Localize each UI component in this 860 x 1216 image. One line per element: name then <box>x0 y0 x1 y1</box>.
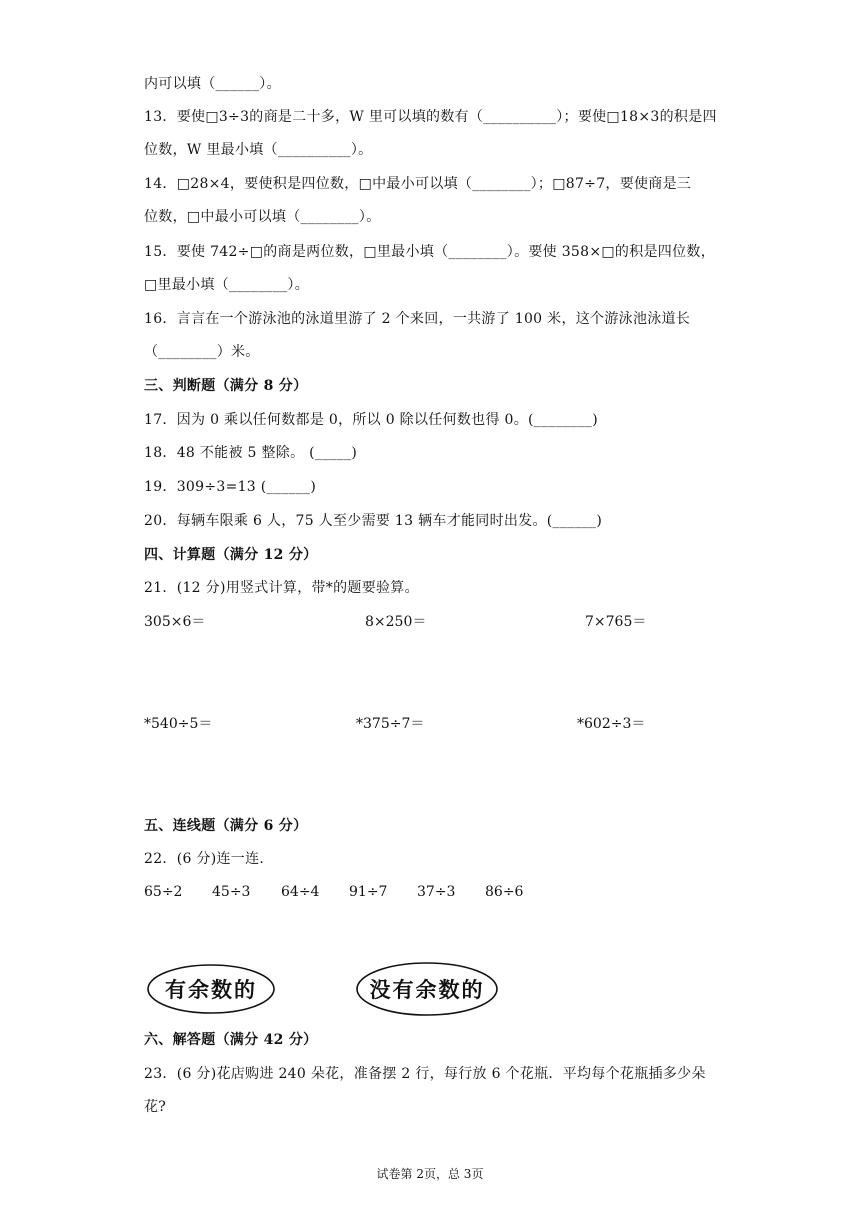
question-17: 17．因为 0 乘以任何数都是 0，所以 0 除以任何数也得 0。(________) <box>144 412 598 428</box>
question-13-line-1: 13．要使□3÷3的商是二十多，W 里可以填的数有（__________）；要使□18×3的积是四 <box>144 109 717 125</box>
question-16-line-1: 16．言言在一个游泳池的泳道里游了 2 个来回，一共游了 100 米，这个游泳池泳道长 <box>144 311 691 327</box>
oval-label: 没有余数的 <box>369 978 485 1002</box>
calc-item-4: *540÷5＝ <box>144 716 213 732</box>
question-23-line-2: 花? <box>144 1099 167 1115</box>
calc-item-6: *602÷3＝ <box>577 716 646 732</box>
match-expression: 64÷4 <box>281 884 320 900</box>
question-19: 19．309÷3=13 (______) <box>144 479 317 495</box>
question-13-line-2: 位数，W 里最小填（__________）。 <box>144 142 373 158</box>
calc-item-5: *375÷7＝ <box>356 716 425 732</box>
question-21: 21．(12 分)用竖式计算，带*的题要验算。 <box>144 580 419 596</box>
section-heading-judgement: 三、判断题（满分 8 分） <box>144 378 308 394</box>
question-16-line-2: （________）米。 <box>144 344 260 360</box>
section-heading-matching: 五、连线题（满分 6 分） <box>144 818 308 834</box>
question-22: 22．(6 分)连一连. <box>144 851 265 867</box>
section-heading-calculation: 四、计算题（满分 12 分） <box>144 547 318 563</box>
calc-item-3: 7×765＝ <box>585 614 647 630</box>
calc-item-1: 305×6＝ <box>144 614 206 630</box>
question-20: 20．每辆车限乘 6 人，75 人至少需要 13 辆车才能同时出发。(______) <box>144 513 603 529</box>
oval-with-remainder <box>146 963 276 1015</box>
question-14-line-2: 位数，□中最小可以填（________）。 <box>144 209 381 225</box>
oval-label: 有余数的 <box>165 978 257 1002</box>
match-expression: 65÷2 <box>144 884 183 900</box>
page-footer: 试卷第 2页，总 3页 <box>376 1167 484 1181</box>
match-expression: 91÷7 <box>349 884 388 900</box>
line-12-continued: 内可以填（______）。 <box>144 76 281 92</box>
question-18: 18．48 不能被 5 整除。 (_____) <box>144 445 358 461</box>
question-15-line-1: 15．要使 742÷□的商是两位数，□里最小填（________）。要使 358×□的积是四位数， <box>144 244 715 260</box>
match-expression: 86÷6 <box>485 884 524 900</box>
section-heading-answers: 六、解答题（满分 42 分） <box>144 1032 318 1048</box>
question-23-line-1: 23．(6 分)花店购进 240 朵花，准备摆 2 行，每行放 6 个花瓶．平均每个花瓶插多少朵 <box>144 1066 706 1082</box>
match-expression: 45÷3 <box>212 884 251 900</box>
calc-item-2: 8×250＝ <box>365 614 427 630</box>
question-15-line-2: □里最小填（________）。 <box>144 277 310 293</box>
match-expression: 37÷3 <box>417 884 456 900</box>
question-14-line-1: 14．□28×4，要使积是四位数，□中最小可以填（________）；□87÷7，要使商是三 <box>144 176 692 192</box>
oval-without-remainder <box>355 961 499 1017</box>
